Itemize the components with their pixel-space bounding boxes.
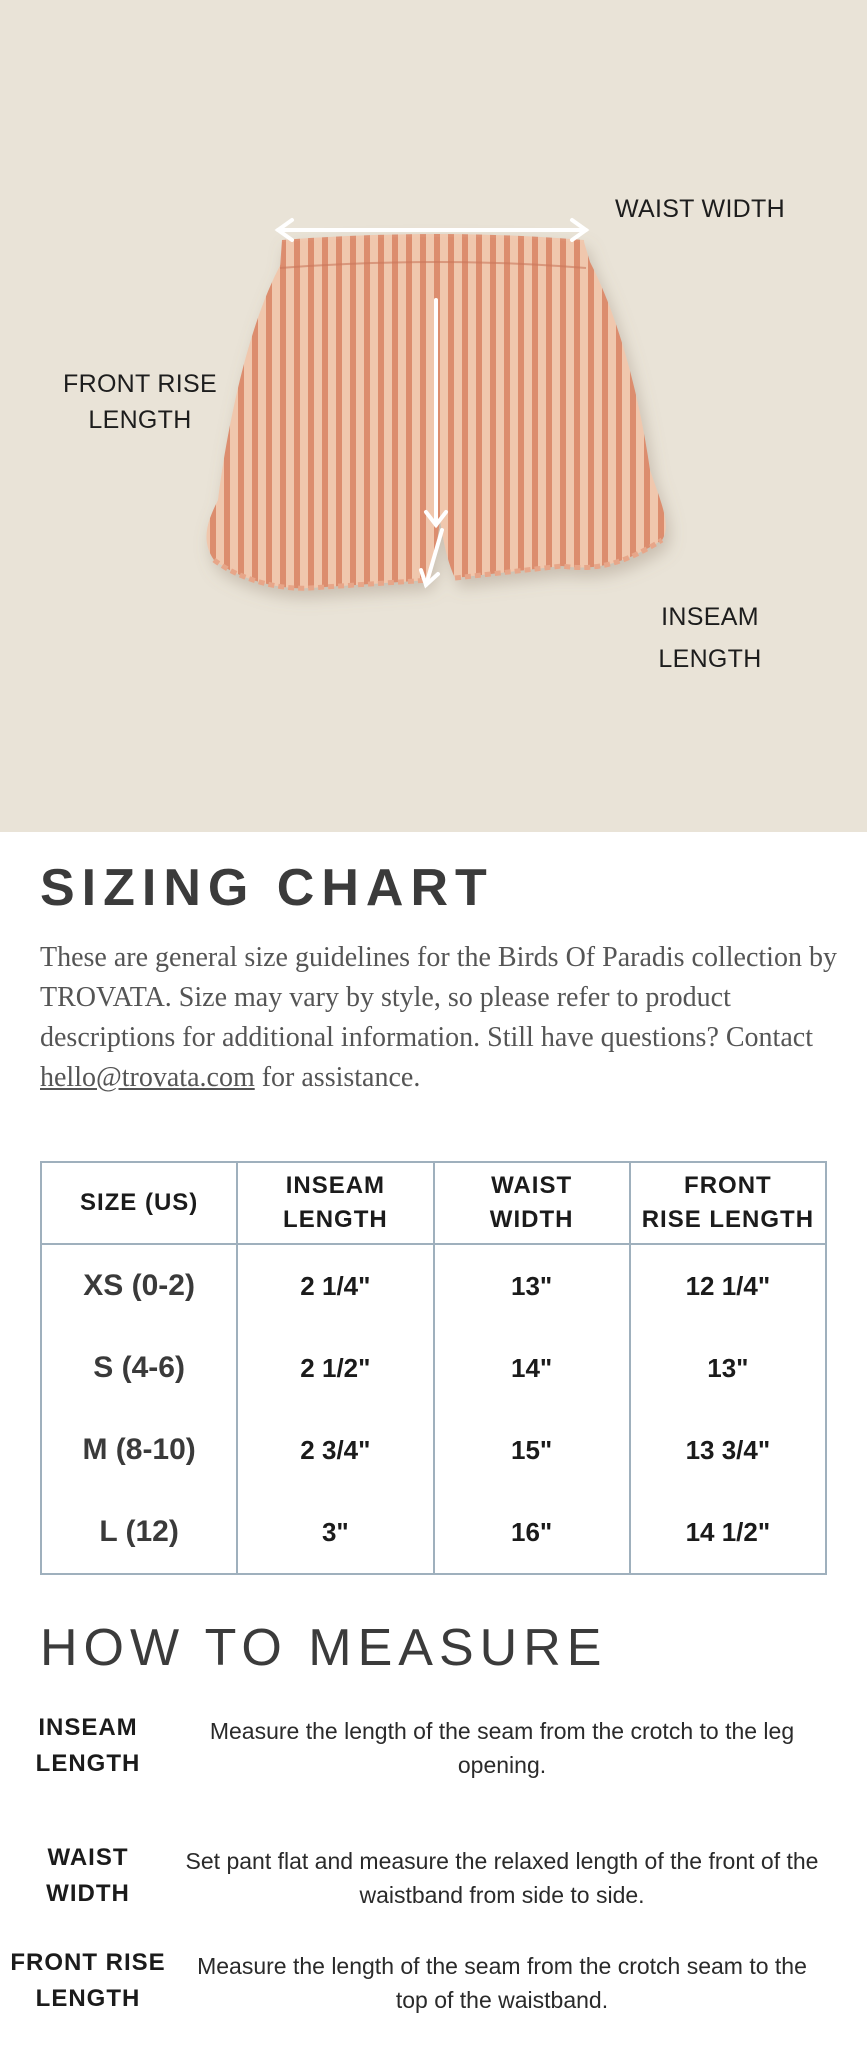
intro-text: These are general size guidelines for the Birds Of Paradis collection by TROVATA. Size may vary by style, so please refer to product descriptions for additional information. Still have questions? Contact [40,942,837,1053]
header-front-rise: FRONT RISE LENGTH [630,1162,826,1244]
contact-email-link[interactable]: hello@trovata.com [40,1062,255,1093]
shorts-diagram [0,0,867,832]
how-to-measure-title: HOW TO MEASURE [40,1619,608,1677]
inseam-cell: 2 1/4" [237,1244,433,1327]
header-waist: WAIST WIDTH [434,1162,630,1244]
measure-term: FRONT RISE LENGTH [10,1949,166,2012]
size-cell: XS (0-2) [41,1244,237,1327]
size-cell: S (4-6) [41,1327,237,1409]
waist-cell: 15" [434,1409,630,1491]
front-rise-label: FRONT RISE LENGTH [63,370,217,434]
waist-width-label: WAIST WIDTH [615,195,785,223]
inseam-cell: 2 1/2" [237,1327,433,1409]
measure-item-inseam [0,1710,867,1800]
measure-item-waist [0,1840,867,1930]
measure-item-front-rise [0,1945,867,2035]
header-size: SIZE (US) [41,1162,237,1244]
waist-cell: 14" [434,1327,630,1409]
inseam-cell: 3" [237,1491,433,1574]
table-header-row [41,1162,826,1244]
waist-cell: 16" [434,1491,630,1574]
front-rise-cell: 12 1/4" [630,1244,826,1327]
intro-end-text: for assistance. [254,1062,421,1093]
table-row [41,1491,826,1574]
sizing-chart-title: SIZING CHART [40,859,494,917]
size-cell: M (8-10) [41,1409,237,1491]
front-rise-cell: 13 3/4" [630,1409,826,1491]
size-table [40,1161,827,1575]
inseam-cell: 2 3/4" [237,1409,433,1491]
size-cell: L (12) [41,1491,237,1574]
measure-description: Measure the length of the seam from the crotch seam to the top of the waistband. [197,1953,807,2013]
header-inseam: INSEAM LENGTH [237,1162,433,1244]
table-row [41,1409,826,1491]
waist-cell: 13" [434,1244,630,1327]
measure-description: Set pant flat and measure the relaxed length of the front of the waistband from side to side. [185,1848,819,1908]
table-row [41,1244,826,1327]
inseam-label: INSEAM LENGTH [658,603,762,673]
front-rise-cell: 14 1/2" [630,1491,826,1574]
measure-term: INSEAM LENGTH [35,1714,141,1777]
sizing-intro [40,938,840,1098]
measure-description: Measure the length of the seam from the crotch to the leg opening. [209,1718,795,1778]
measure-term: WAIST WIDTH [46,1844,130,1907]
front-rise-cell: 13" [630,1327,826,1409]
table-row [41,1327,826,1409]
